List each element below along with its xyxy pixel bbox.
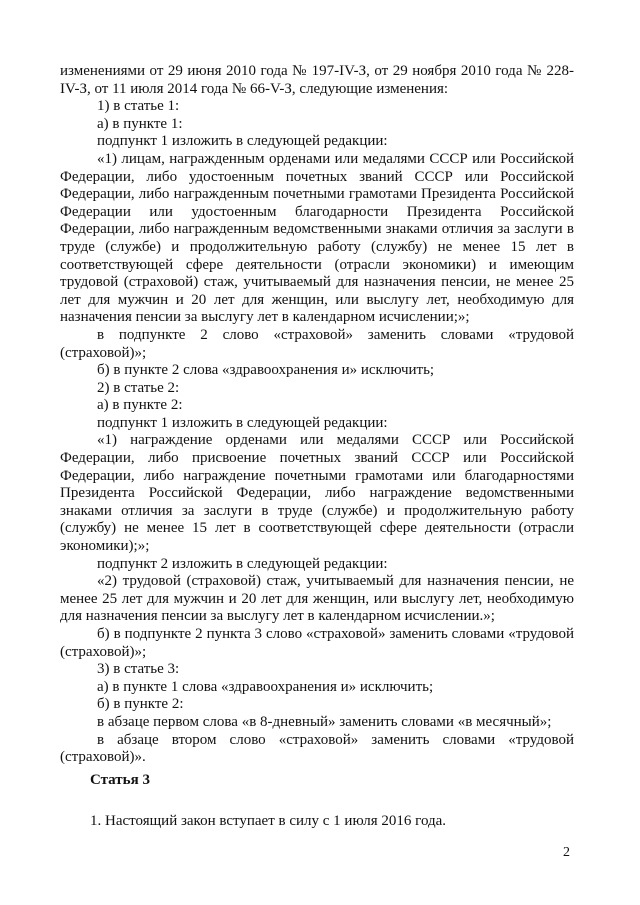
body-paragraph: а) в пункте 2: (97, 397, 183, 414)
body-paragraph: изменениями от 29 июня 2010 года № 197-IV-З, от 29 ноября 2010 года № 228-IV-З, от 11 июля 2014 года № 66-V-З, следующие изменения: (60, 63, 574, 97)
body-paragraph: б) в пункте 2: (97, 696, 184, 713)
body-paragraph: б) в пункте 2 слова «здравоохранения и» исключить; (97, 362, 435, 379)
body-paragraph: а) в пункте 1: (97, 115, 183, 132)
body-paragraph: «1) лицам, награжденным орденами или медалями СССР или Российской Федерации, либо удостоенным почетных званий СССР или Российской Федерации, либо награжденным почетными грамотами Президента Российской Федерации или удостоенным благодарности Президента Российской Федерации, либо награжденным ведомственными знаками отличия за заслуги в труде (службе) и продолжительную работу (службу) не менее 15 лет в соответствующей сфере деятельности (отрасли экономики) и имеющим трудовой (страховой) стаж, учитываемый для назначения пенсии, не менее 25 лет для мужчин и 20 лет для женщин, или выслугу лет, необходимую для назначения пенсии за выслугу лет в календарном исчислении;»; (60, 150, 574, 326)
body-paragraph: подпункт 1 изложить в следующей редакции: (97, 133, 388, 150)
body-paragraph: в абзаце втором слово «страховой» заменить словами «трудовой (страховой)». (60, 731, 574, 766)
body-paragraph: «2) трудовой (страховой) стаж, учитываемый для назначения пенсии, не менее 25 лет для мужчин и 20 лет для женщин, или выслугу лет, необходимую для назначения пенсии за выслугу лет в календарном исчислении.»; (60, 573, 574, 625)
body-paragraph: подпункт 1 изложить в следующей редакции: (97, 414, 388, 431)
body-paragraph: в подпункте 2 слово «страховой» заменить словами «трудовой (страховой)»; (60, 326, 574, 361)
body-paragraph: 2) в статье 2: (97, 379, 180, 396)
document-body (60, 63, 574, 767)
article-heading: Статья 3 (90, 772, 150, 788)
body-paragraph: подпункт 2 изложить в следующей редакции: (97, 555, 388, 572)
body-paragraph: 1) в статье 1: (97, 98, 180, 115)
body-paragraph: в абзаце первом слова «в 8-дневный» заменить словами «в месячный»; (97, 713, 552, 730)
article-paragraph: 1. Настоящий закон вступает в силу с 1 июля 2016 года. (90, 813, 447, 829)
body-paragraph: б) в подпункте 2 пункта 3 слово «страховой» заменить словами «трудовой (страховой)»; (60, 626, 574, 660)
body-paragraph: 3) в статье 3: (97, 661, 180, 678)
body-paragraph: а) в пункте 1 слова «здравоохранения и» исключить; (97, 678, 434, 695)
body-paragraph: «1) награждение орденами или медалями СССР или Российской Федерации, либо присвоение почетных званий СССР или Российской Федерации, либо награждение почетными грамотами или благодарностями Президента Российской Федерации, либо награждение ведомственными знаками отличия за заслуги в труде (службе) и продолжительную работу (службу) не менее 15 лет в соответствующей сфере деятельности (отрасли экономики);»; (60, 432, 574, 555)
page-number: 2 (563, 845, 570, 860)
